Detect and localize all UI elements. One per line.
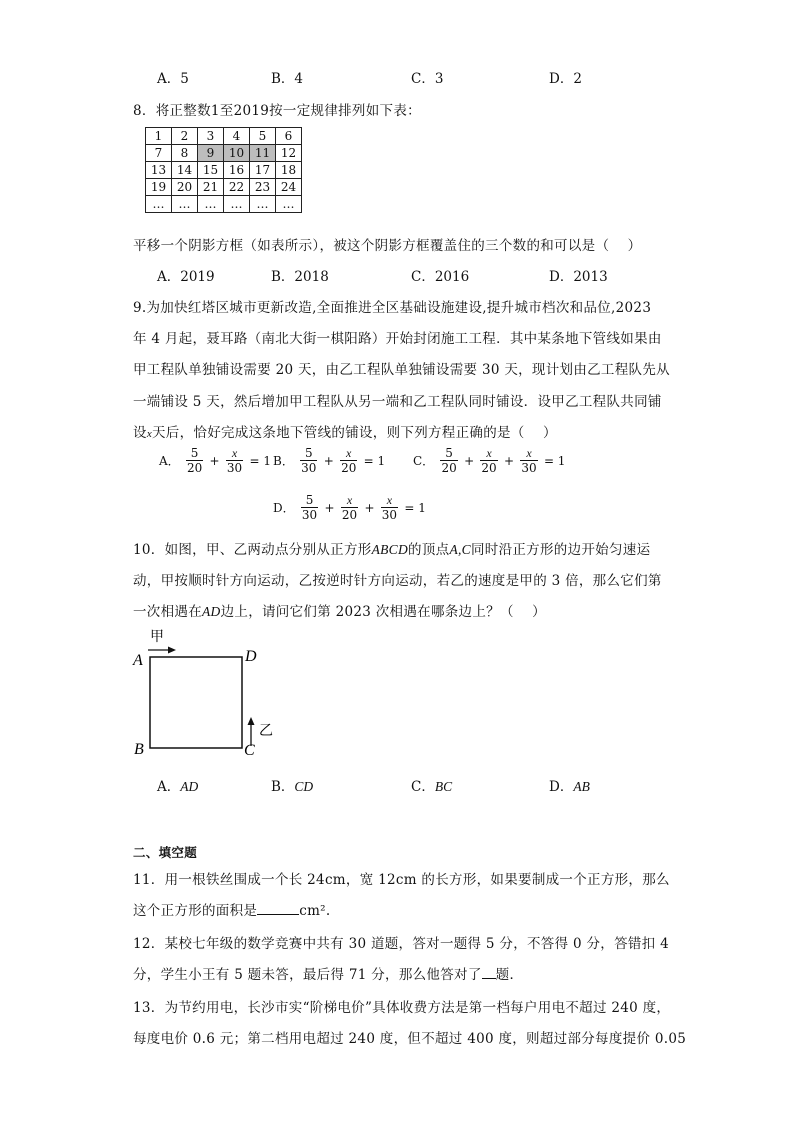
table-cell: 12: [276, 145, 302, 162]
q7-option-a: A．5: [157, 71, 189, 87]
q7-option-c: C．3: [411, 71, 444, 87]
q12-line-2: [133, 963, 523, 983]
text: 一次相遇在: [133, 604, 202, 620]
fraction: $\frac{5}{20}$: [186, 446, 203, 475]
q10-option-d: D．AB: [549, 779, 590, 795]
label-d: D: [245, 648, 257, 665]
option-label: B．: [273, 454, 294, 468]
table-cell: …: [276, 196, 302, 213]
table-cell: …: [198, 196, 224, 213]
label-jia: 甲: [150, 629, 164, 645]
text: 边上，请问它们第 2023 次相遇在哪条边上？（ ）: [220, 604, 546, 620]
q9-option-b: B． $\frac{5}{30}$ + $\frac{x}{20}$ = 1: [273, 446, 386, 475]
fraction: $\frac{x}{20}$: [341, 493, 358, 522]
q13-line-1: 13．为节约用电，长沙市实“阶梯电价”具体收费方法是第一档每户用电不超过 240 度，: [133, 1000, 671, 1016]
fraction: $\frac{x}{30}$: [381, 493, 398, 522]
q9-line-5-start: 设: [133, 425, 147, 441]
q12-line-1: 12．某校七年级的数学竞赛中共有 30 道题，答对一题得 5 分，不答得 0 分，答错扣 4: [133, 936, 669, 952]
table-cell: 8: [172, 145, 198, 162]
equation-tail: = 1: [543, 453, 566, 468]
label-yi: 乙: [259, 723, 273, 739]
q9-line-2: 年 4 月起，聂耳路（南北大街一棋阳路）开始封闭施工工程．其中某条地下管线如果由: [133, 331, 662, 347]
table-row: [146, 196, 302, 213]
fraction: $\frac{x}{30}$: [226, 446, 243, 475]
fraction: $\frac{x}{20}$: [481, 446, 497, 475]
table-row: [146, 128, 302, 145]
jia-arrowhead: [168, 647, 176, 654]
answer-blank[interactable]: [257, 902, 299, 915]
table-cell: 16: [224, 162, 250, 179]
text: 同时沿正方形的边开始匀速运: [470, 542, 651, 558]
q10-line-1: [133, 538, 650, 558]
q9-line-5-end: 天后，恰好完成这条地下管线的铺设，则下列方程正确的是（ ）: [152, 425, 557, 441]
q9-option-d: D． $\frac{5}{30}$ + $\frac{x}{20}$ + $\frac{x}{30}$ = 1: [273, 493, 426, 522]
text: 这个正方形的面积是: [133, 903, 258, 919]
table-cell: …: [172, 196, 198, 213]
text: 的顶点: [408, 542, 450, 558]
fraction: $\frac{x}{30}$: [521, 446, 537, 475]
q8-stem: 8．将正整数1至2019按一定规律排列如下表：: [133, 103, 421, 119]
q7-option-d: D．2: [549, 71, 582, 87]
q9-option-c: C． $\frac{5}{20}$ + $\frac{x}{20}$ + $\frac{x}{30}$ = 1: [413, 446, 566, 475]
table-row: [146, 145, 302, 162]
table-cell: …: [224, 196, 250, 213]
yi-arrowhead: [248, 717, 255, 725]
square-abcd: [150, 657, 242, 748]
text: 题．: [495, 967, 524, 983]
table-cell: 4: [224, 128, 250, 145]
q9-line-3: 甲工程队单独铺设需要 20 天，由乙工程队单独铺设需要 30 天，现计划由乙工程队先从: [133, 362, 670, 378]
fraction: $\frac{x}{20}$: [341, 446, 357, 475]
text: 10．如图，甲、乙两动点分别从正方形: [133, 542, 372, 558]
q8-option-d: D．2013: [549, 269, 608, 285]
q10-line-2: 动，甲按顺时针方向运动，乙按逆时针方向运动，若乙的速度是甲的 3 倍，那么它们第: [133, 573, 662, 589]
table-cell: 2: [172, 128, 198, 145]
table-cell: 19: [146, 179, 172, 196]
table-cell: …: [250, 196, 276, 213]
q8-number-table: [145, 127, 302, 213]
table-cell: 22: [224, 179, 250, 196]
fraction: $\frac{5}{30}$: [301, 446, 317, 475]
table-cell: 14: [172, 162, 198, 179]
label-b: B: [134, 741, 144, 758]
q10-option-c: C．BC: [411, 779, 453, 795]
q11-line-1: 11．用一根铁丝围成一个长 24cm，宽 12cm 的长方形，如果要制成一个正方形，那么: [133, 872, 670, 888]
table-cell: 7: [146, 145, 172, 162]
table-cell: 5: [250, 128, 276, 145]
shaded-cell: 11: [250, 145, 276, 162]
fraction: $\frac{5}{30}$: [301, 493, 318, 522]
q13-line-2: 每度电价 0.6 元；第二档用电超过 240 度，但不超过 400 度，则超过部分每度提价 0.05: [133, 1031, 687, 1047]
table-cell: 6: [276, 128, 302, 145]
variable-ac: A,C: [449, 542, 471, 557]
equation-tail: = 1: [249, 453, 271, 468]
table-cell: 18: [276, 162, 302, 179]
option-label: A．: [159, 454, 180, 468]
shaded-cell: 9: [198, 145, 224, 162]
q9-line-4: 一端铺设 5 天，然后增加甲工程队从另一端和乙工程队同时铺设．设甲乙工程队共同铺: [133, 394, 662, 410]
table-cell: 3: [198, 128, 224, 145]
q8-question: 平移一个阴影方框（如表所示），被这个阴影方框覆盖住的三个数的和可以是（ ）: [133, 238, 642, 254]
table-cell: 20: [172, 179, 198, 196]
q7-option-b: B．4: [271, 71, 304, 87]
variable-x: x: [146, 428, 152, 440]
text: cm².: [299, 903, 331, 919]
table-cell: 23: [250, 179, 276, 196]
table-cell: 13: [146, 162, 172, 179]
equation-tail: = 1: [404, 500, 426, 515]
table-cell: 21: [198, 179, 224, 196]
variable-abcd: ABCD: [371, 542, 409, 557]
fraction: $\frac{5}{20}$: [441, 446, 457, 475]
table-cell: 17: [250, 162, 276, 179]
table-cell: 24: [276, 179, 302, 196]
q10-option-a: A．AD: [157, 779, 199, 795]
equation-tail: = 1: [363, 453, 386, 468]
text: 分，学生小王有 5 题未答，最后得 71 分，那么他答对了: [133, 967, 482, 983]
label-a: A: [133, 652, 143, 669]
q8-option-a: A．2019: [157, 269, 215, 285]
answer-blank[interactable]: [482, 966, 496, 979]
q10-line-3: [133, 600, 546, 620]
table-row: [146, 179, 302, 196]
option-label: D．: [273, 501, 295, 515]
q9-line-5: [133, 421, 557, 441]
shaded-cell: 10: [224, 145, 250, 162]
q9-option-a: A． $\frac{5}{20}$ + $\frac{x}{30}$ = 1: [159, 446, 271, 475]
q8-option-b: B．2018: [271, 269, 329, 285]
variable-ad: AD: [202, 604, 221, 619]
option-label: C．: [413, 454, 435, 468]
table-cell: 15: [198, 162, 224, 179]
square-figure: [128, 626, 288, 764]
q10-option-b: B．CD: [271, 779, 314, 795]
q9-line-1: 9.为加快红塔区城市更新改造,全面推进全区基础设施建设,提升城市档次和品位,2023: [133, 300, 652, 316]
q11-line-2: [133, 899, 330, 919]
label-c: C: [244, 742, 255, 759]
section-heading-fill-in: 二、填空题: [133, 845, 198, 860]
q8-option-c: C．2016: [411, 269, 470, 285]
table-row: [146, 162, 302, 179]
table-cell: …: [146, 196, 172, 213]
table-cell: 1: [146, 128, 172, 145]
